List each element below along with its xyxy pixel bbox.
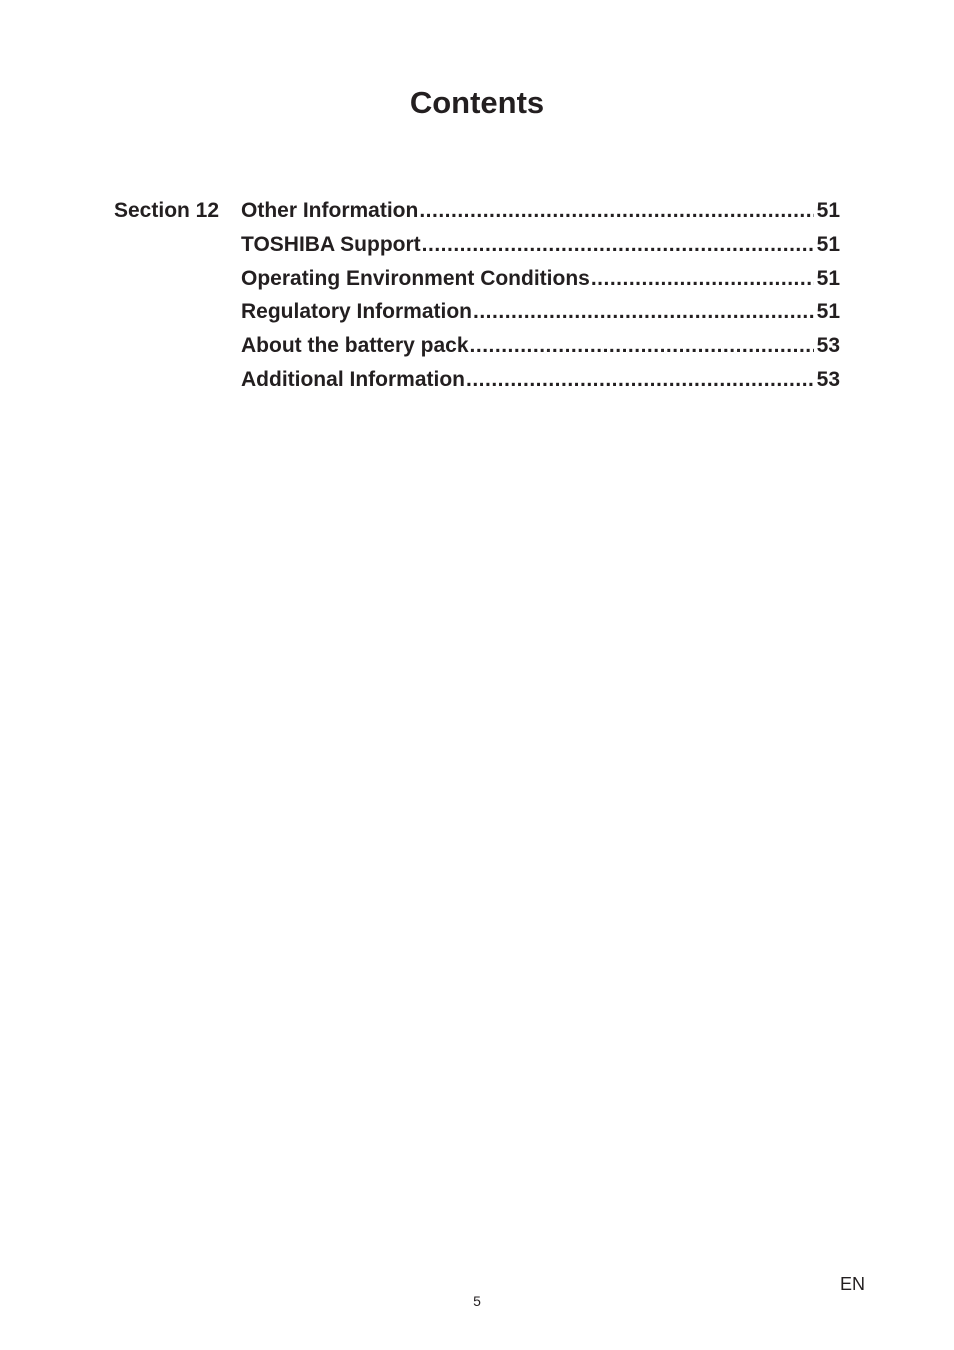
toc-entry-operating-environment-conditions[interactable] [241, 265, 840, 299]
toc-entry-title: About the battery pack [241, 334, 469, 358]
toc-entry-additional-information[interactable] [241, 366, 840, 400]
toc-entry-toshiba-support[interactable] [241, 231, 840, 265]
dot-leader [466, 366, 814, 394]
toc-entry-regulatory-information[interactable] [241, 298, 840, 332]
toc-entry-other-information[interactable] [241, 197, 840, 231]
dot-leader [591, 265, 814, 293]
toc-entry-page: 53 [816, 334, 840, 358]
toc-entry-title: Other Information [241, 199, 419, 222]
toc-entry-title: TOSHIBA Support [241, 232, 421, 256]
toc-entry-about-the-battery-pack[interactable] [241, 332, 840, 366]
section-label: Section 12 [114, 199, 220, 222]
toc-entry-page: 51 [816, 232, 840, 256]
toc-entry-title: Additional Information [241, 367, 465, 391]
toc-entry-page: 53 [816, 367, 840, 391]
dot-leader [473, 298, 814, 326]
toc-entry-page: 51 [816, 199, 840, 222]
toc-entry-page: 51 [816, 266, 840, 290]
dot-leader [419, 197, 813, 225]
dot-leader [422, 231, 814, 259]
page-number: 5 [473, 1293, 481, 1309]
toc-entry-title: Regulatory Information [241, 300, 473, 324]
toc-list [241, 197, 840, 400]
dot-leader [470, 332, 814, 360]
language-marker: EN [840, 1274, 866, 1294]
toc-entry-title: Operating Environment Conditions [241, 266, 590, 290]
page-title: Contents [409, 85, 545, 120]
toc-entry-page: 51 [816, 300, 840, 324]
